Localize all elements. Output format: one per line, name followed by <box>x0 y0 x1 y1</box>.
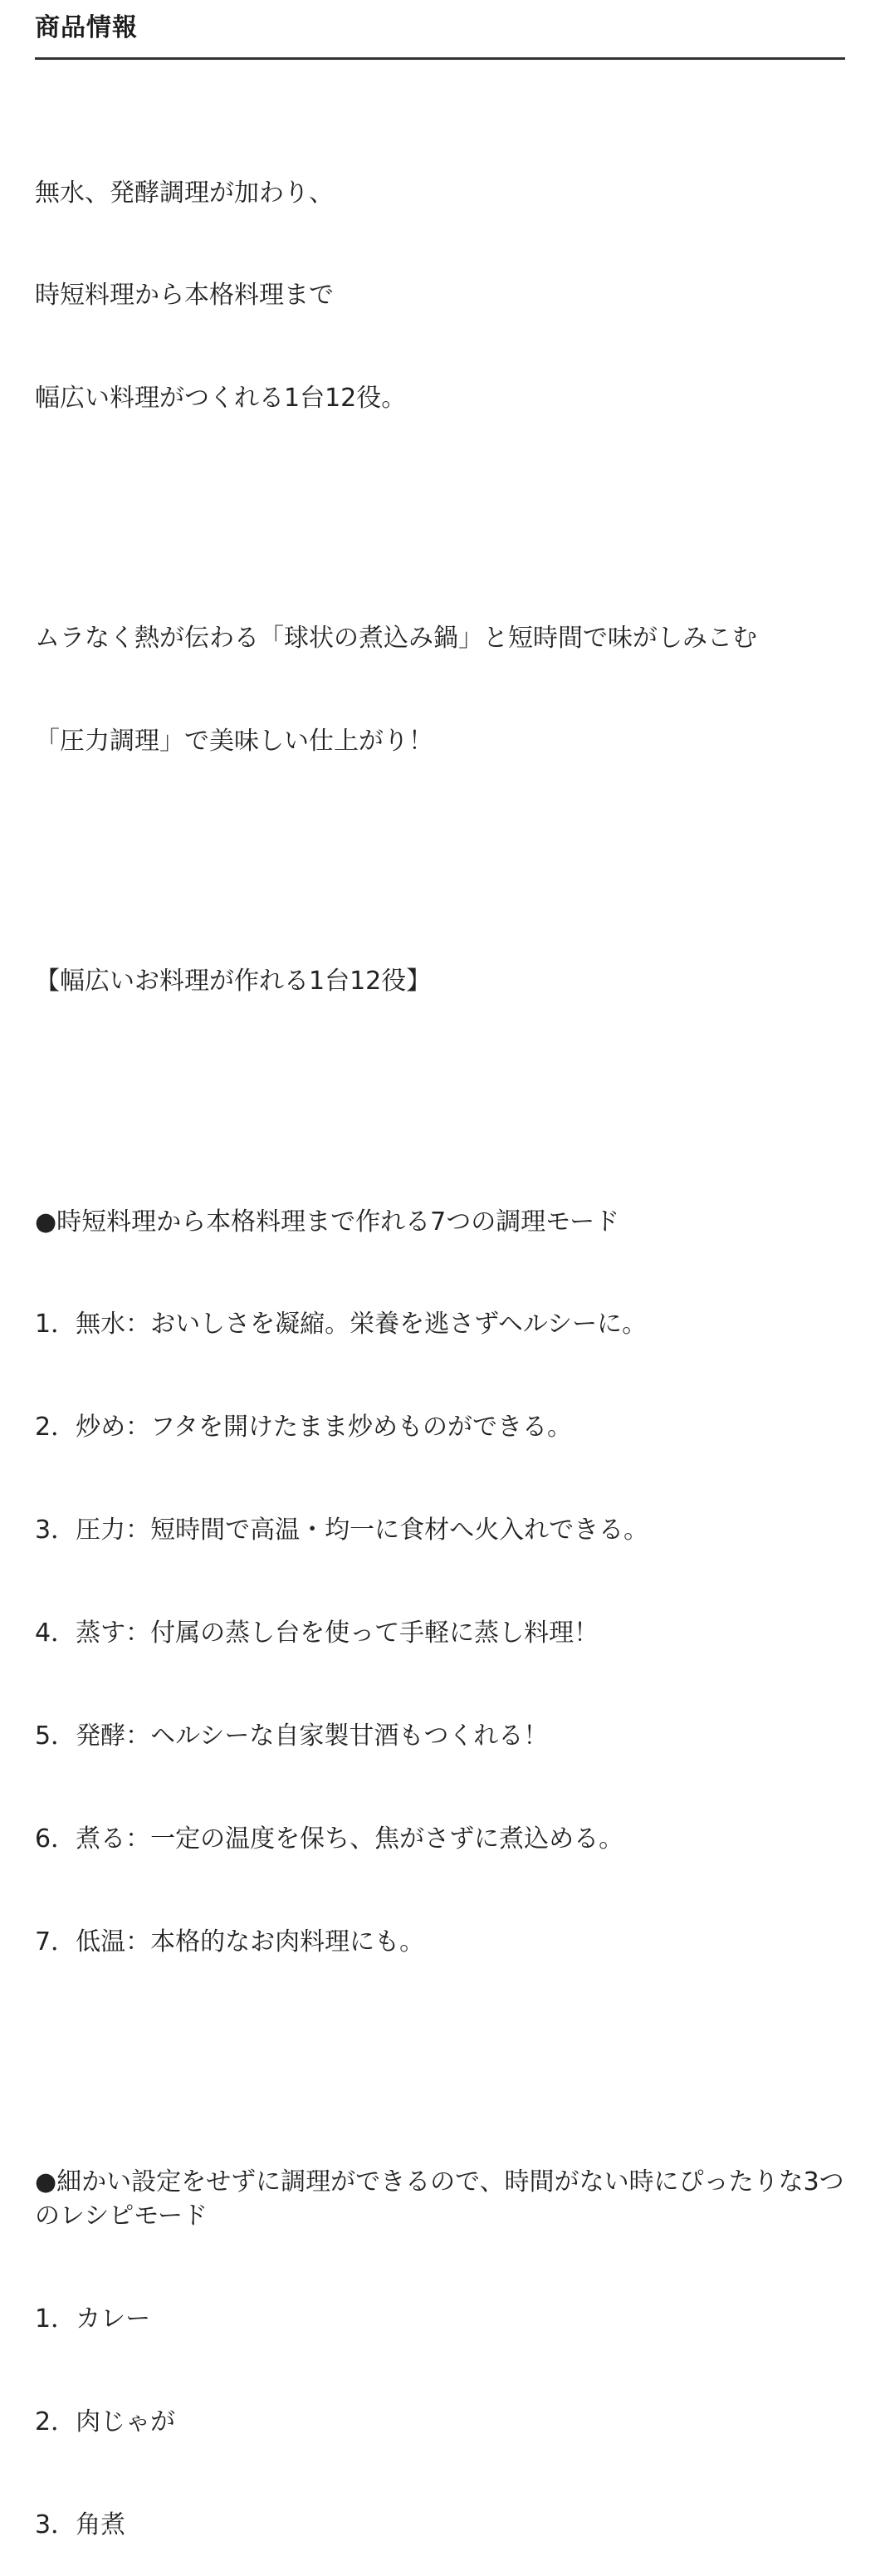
mode-item: 6．煮る：一定の温度を保ち、焦がさずに煮込める。 <box>35 1824 624 1854</box>
recipes-heading: ●細かい設定をせずに調理ができるので、時間がない時にぴったりな3つのレシピモード <box>35 2167 844 2231</box>
intro-line: 幅広い料理がつくれる1台12役。 <box>35 384 407 414</box>
modes-heading: ●時短料理から本格料理まで作れる7つの調理モード <box>35 1207 620 1237</box>
spacer <box>35 827 845 861</box>
mode-item: 1．無水：おいしさを凝縮。栄養を逃さずヘルシーに。 <box>35 1310 648 1339</box>
section-header <box>35 10 845 47</box>
feature-line: 「圧力調理」で美味しい仕上がり！ <box>35 727 433 757</box>
feature-line: ムラなく熱が伝わる「球状の煮込み鍋」と短時間で味がしみこむ <box>35 624 757 654</box>
mode-item: 5．発酵：ヘルシーな自家製甘酒もつくれる！ <box>35 1721 549 1751</box>
feature-heading: 【幅広いお料理が作れる1台12役】 <box>35 967 432 997</box>
intro-line: 無水、発酵調理が加わり、 <box>35 178 334 208</box>
recipe-item: 1．カレー <box>35 2304 151 2334</box>
mode-item: 2．炒め：フタを開けたまま炒めものができる。 <box>35 1413 572 1442</box>
recipe-item: 2．肉じゃが <box>35 2407 176 2436</box>
section-divider <box>35 57 845 60</box>
mode-item: 4．蒸す：付属の蒸し台を使って手軽に蒸し料理！ <box>35 1619 599 1648</box>
spacer <box>35 484 845 518</box>
product-description <box>35 107 845 2576</box>
mode-item: 3．圧力：短時間で高温・均一に食材へ火入れできる。 <box>35 1516 649 1545</box>
intro-line: 時短料理から本格料理まで <box>35 281 334 311</box>
spacer <box>35 1067 845 1101</box>
spacer <box>35 2028 845 2062</box>
section-title: 商品情報 <box>35 13 138 42</box>
mode-item: 7．低温：本格的なお肉料理にも。 <box>35 1927 425 1956</box>
recipe-item: 3．角煮 <box>35 2510 126 2539</box>
